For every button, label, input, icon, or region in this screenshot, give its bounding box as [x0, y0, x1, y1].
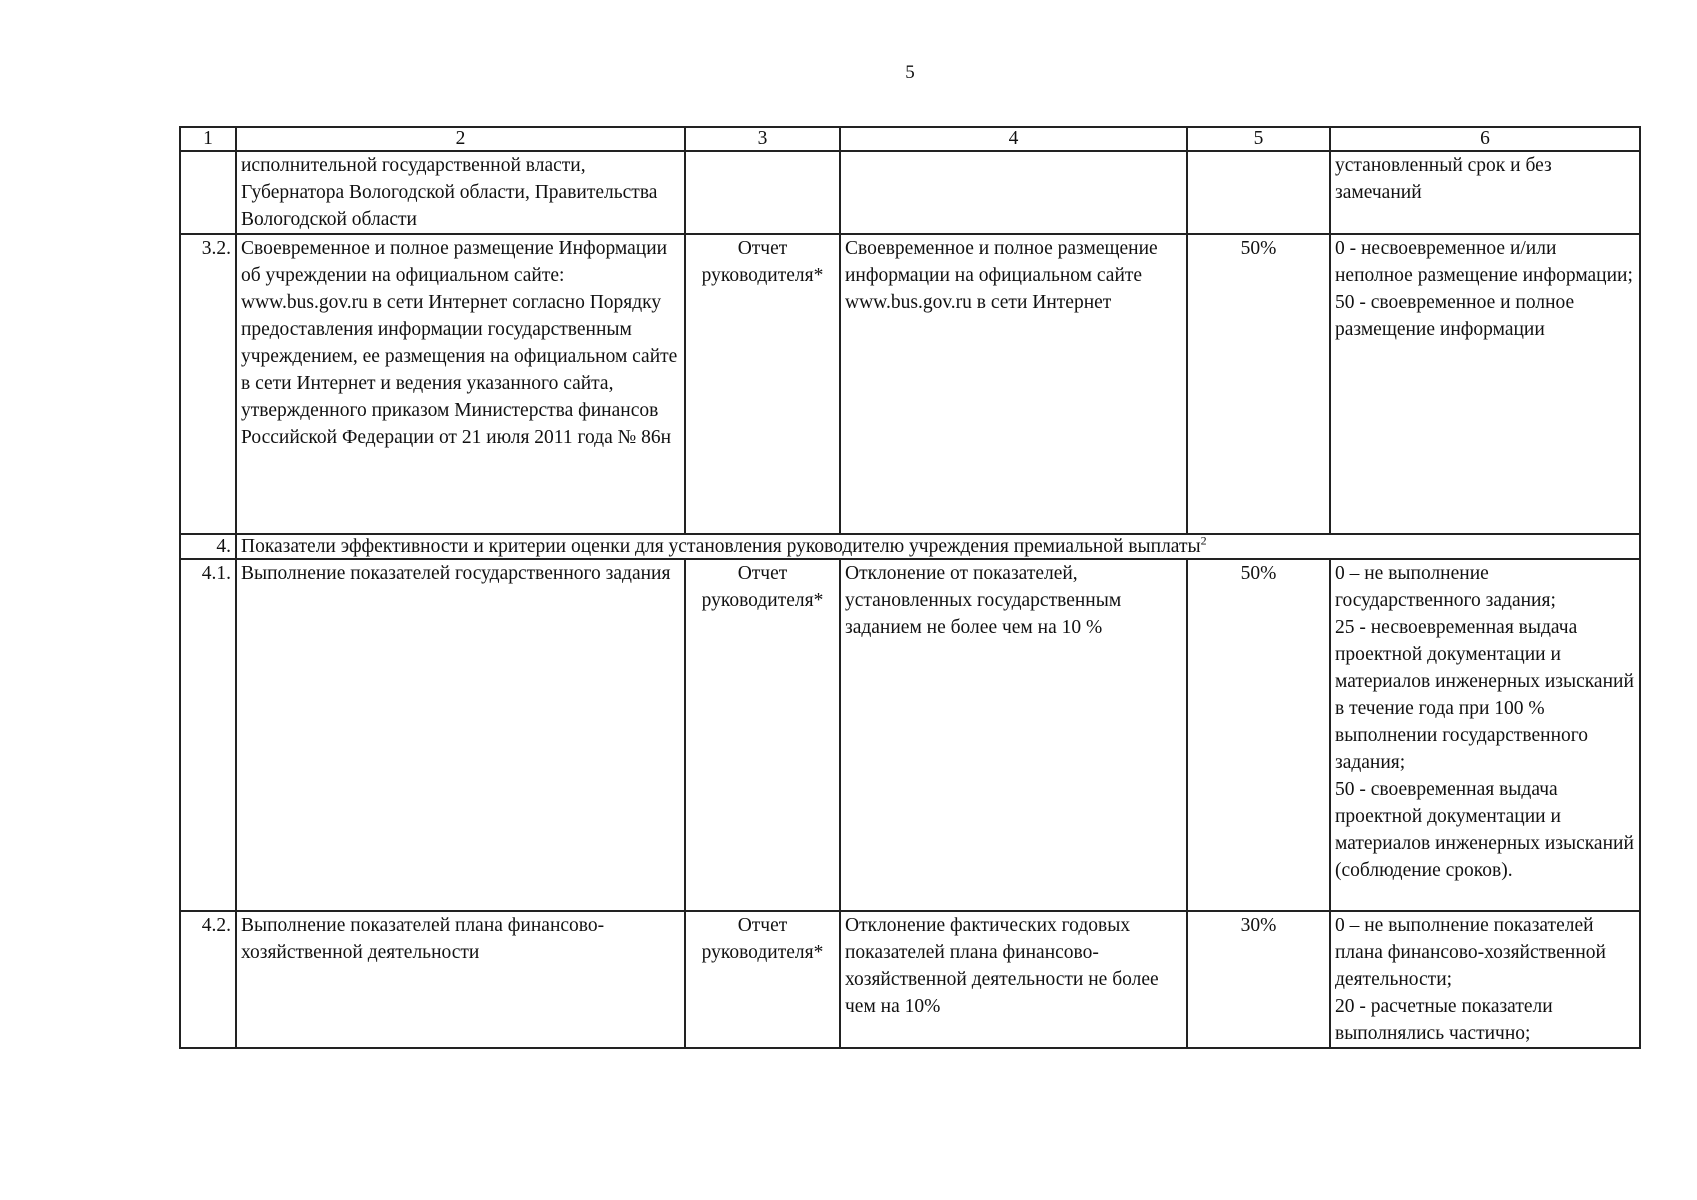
source-cell: Отчет руководителя*	[685, 911, 840, 1048]
column-header-3: 3	[685, 127, 840, 151]
page-number: 5	[905, 62, 915, 83]
weight-cell	[1187, 151, 1330, 234]
table-row	[180, 234, 1640, 534]
row-number: 3.2.	[180, 234, 236, 534]
section-title: Показатели эффективности и критерии оценки для установления руководителю учреждения премиальной выплаты	[241, 536, 1201, 557]
indicator-cell: исполнительной государственной власти, Губернатора Вологодской области, Правительства Вологодской области	[236, 151, 685, 234]
criterion-cell: Своевременное и полное размещение информации на официальном сайте www.bus.gov.ru в сети Интернет	[840, 234, 1187, 534]
source-cell	[685, 151, 840, 234]
indicator-cell: Своевременное и полное размещение Информации об учреждении на официальном сайте: www.bus.gov.ru в сети Интернет согласно Порядку предоставления информации государственным учреждением, ее размещения на официальном сайте в сети Интернет и ведения указанного сайта, утвержденного приказом Министерства финансов Российской Федерации от 21 июля 2011 года № 86н	[236, 234, 685, 534]
score-cell: установленный срок и без замечаний	[1330, 151, 1640, 234]
row-number: 4.1.	[180, 559, 236, 911]
table-row	[180, 559, 1640, 911]
column-header-2: 2	[236, 127, 685, 151]
criteria-table	[179, 126, 1641, 1049]
criterion-cell: Отклонение от показателей, установленных государственным заданием не более чем на 10 %	[840, 559, 1187, 911]
row-number	[180, 151, 236, 234]
column-header-6: 6	[1330, 127, 1640, 151]
table-row	[180, 151, 1640, 234]
source-cell: Отчет руководителя*	[685, 234, 840, 534]
criterion-cell	[840, 151, 1187, 234]
section-row	[180, 534, 1640, 559]
footnote-marker: 2	[1200, 534, 1207, 548]
header-row	[180, 127, 1640, 151]
score-cell: 0 – не выполнение государственного задания; 25 - несвоевременная выдача проектной документации и материалов инженерных изысканий в течение года при 100 % выполнении государственного задания; 50 - своевременная выдача проектной документации и материалов инженерных изысканий (соблюдение сроков).	[1330, 559, 1640, 911]
section-title-cell	[236, 534, 1640, 559]
indicator-cell: Выполнение показателей плана финансово-хозяйственной деятельности	[236, 911, 685, 1048]
weight-cell: 30%	[1187, 911, 1330, 1048]
row-number: 4.2.	[180, 911, 236, 1048]
column-header-4: 4	[840, 127, 1187, 151]
section-number: 4.	[180, 534, 236, 559]
column-header-5: 5	[1187, 127, 1330, 151]
weight-cell: 50%	[1187, 234, 1330, 534]
score-cell: 0 – не выполнение показателей плана финансово-хозяйственной деятельности; 20 - расчетные показатели выполнялись частично;	[1330, 911, 1640, 1048]
column-header-1: 1	[180, 127, 236, 151]
indicator-cell: Выполнение показателей государственного задания	[236, 559, 685, 911]
weight-cell: 50%	[1187, 559, 1330, 911]
criterion-cell: Отклонение фактических годовых показателей плана финансово-хозяйственной деятельности не более чем на 10%	[840, 911, 1187, 1048]
source-cell: Отчет руководителя*	[685, 559, 840, 911]
score-cell: 0 - несвоевременное и/или неполное размещение информации; 50 - своевременное и полное размещение информации	[1330, 234, 1640, 534]
table-row	[180, 911, 1640, 1048]
